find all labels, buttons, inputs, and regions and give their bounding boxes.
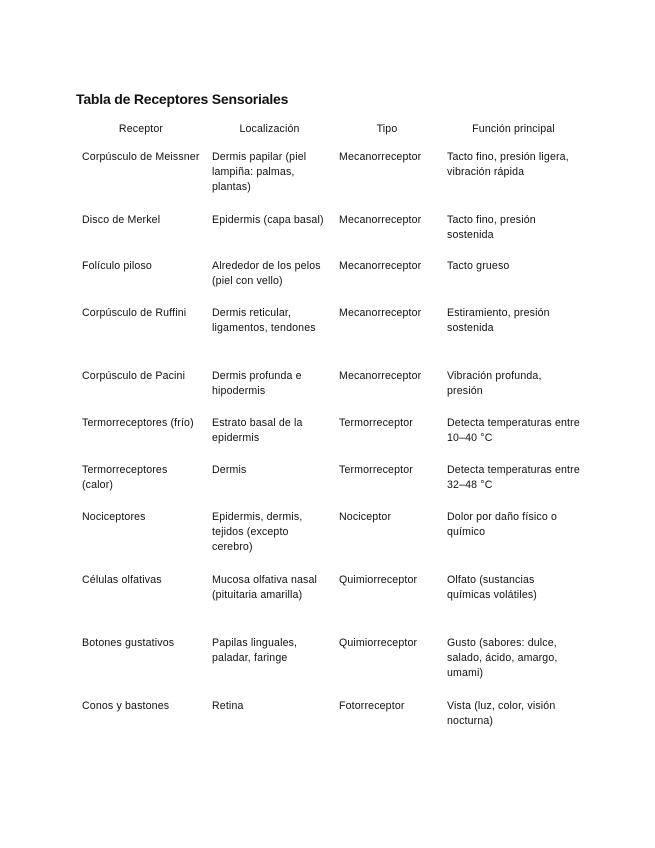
cell-receptor: Conos y bastones	[82, 700, 170, 712]
table-row	[76, 306, 586, 369]
table-row	[76, 369, 586, 416]
cell-localizacion: Dermis papilar (piel lampiña: palmas, plantas)	[212, 151, 307, 194]
cell-tipo: Quimiorreceptor	[339, 637, 418, 649]
cell-receptor: Corpúsculo de Ruffini	[82, 307, 187, 319]
cell-funcion: Tacto grueso	[447, 260, 510, 272]
header-localizacion: Localización	[239, 123, 300, 135]
cell-tipo: Mecanorreceptor	[339, 151, 422, 163]
cell-tipo: Mecanorreceptor	[339, 214, 422, 226]
cell-funcion: Gusto (sabores: dulce, salado, ácido, amargo, umami)	[447, 637, 558, 680]
cell-tipo: Termorreceptor	[339, 464, 413, 476]
table-row	[76, 699, 586, 746]
cell-localizacion: Dermis profunda e hipodermis	[212, 370, 302, 398]
cell-tipo: Nociceptor	[339, 511, 392, 523]
cell-funcion: Tacto fino, presión ligera, vibración rápida	[447, 151, 569, 179]
table-header-row	[76, 122, 586, 150]
cell-tipo: Quimiorreceptor	[339, 574, 418, 586]
cell-localizacion: Retina	[212, 700, 244, 712]
cell-funcion: Detecta temperaturas entre 32–48 °C	[447, 464, 580, 492]
cell-receptor: Corpúsculo de Pacini	[82, 370, 186, 382]
table-row	[76, 463, 586, 510]
cell-funcion: Dolor por daño físico o químico	[447, 511, 558, 539]
table-row	[76, 150, 586, 213]
cell-funcion: Detecta temperaturas entre 10–40 °C	[447, 417, 580, 445]
cell-localizacion: Papilas linguales, paladar, faringe	[212, 637, 298, 665]
table-row	[76, 213, 586, 259]
cell-receptor: Células olfativas	[82, 574, 162, 586]
cell-funcion: Olfato (sustancias químicas volátiles)	[447, 574, 537, 602]
cell-tipo: Fotorreceptor	[339, 700, 405, 712]
cell-tipo: Mecanorreceptor	[339, 307, 422, 319]
cell-localizacion: Dermis reticular, ligamentos, tendones	[212, 307, 316, 335]
cell-localizacion: Mucosa olfativa nasal (pituitaria amarilla)	[212, 574, 318, 602]
table-row	[76, 573, 586, 636]
cell-localizacion: Dermis	[212, 464, 247, 476]
table-row	[76, 416, 586, 463]
cell-funcion: Vibración profunda, presión	[447, 370, 542, 398]
cell-receptor: Nociceptores	[82, 511, 146, 523]
cell-funcion: Vista (luz, color, visión nocturna)	[447, 700, 556, 728]
cell-localizacion: Estrato basal de la epidermis	[212, 417, 303, 445]
header-receptor: Receptor	[118, 123, 164, 135]
cell-localizacion: Epidermis, dermis, tejidos (excepto cerebro)	[212, 511, 303, 554]
cell-receptor: Corpúsculo de Meissner	[82, 151, 200, 163]
cell-receptor: Folículo piloso	[82, 260, 152, 272]
cell-localizacion: Epidermis (capa basal)	[212, 214, 324, 226]
cell-receptor: Disco de Merkel	[82, 214, 161, 226]
cell-tipo: Mecanorreceptor	[339, 260, 422, 272]
document-title: Tabla de Receptores Sensoriales	[76, 91, 289, 107]
header-funcion: Función principal	[472, 123, 555, 135]
table-row	[76, 636, 586, 699]
receptors-table	[76, 122, 586, 746]
cell-funcion: Tacto fino, presión sostenida	[447, 214, 536, 242]
cell-funcion: Estiramiento, presión sostenida	[447, 307, 550, 335]
cell-receptor: Termorreceptores (calor)	[82, 464, 168, 492]
table-row	[76, 510, 586, 573]
cell-tipo: Mecanorreceptor	[339, 370, 422, 382]
cell-receptor: Termorreceptores (frío)	[82, 417, 194, 429]
table-row	[76, 259, 586, 306]
cell-localizacion: Alrededor de los pelos (piel con vello)	[212, 260, 321, 288]
cell-receptor: Botones gustativos	[82, 637, 175, 649]
header-tipo: Tipo	[376, 123, 398, 135]
cell-tipo: Termorreceptor	[339, 417, 413, 429]
